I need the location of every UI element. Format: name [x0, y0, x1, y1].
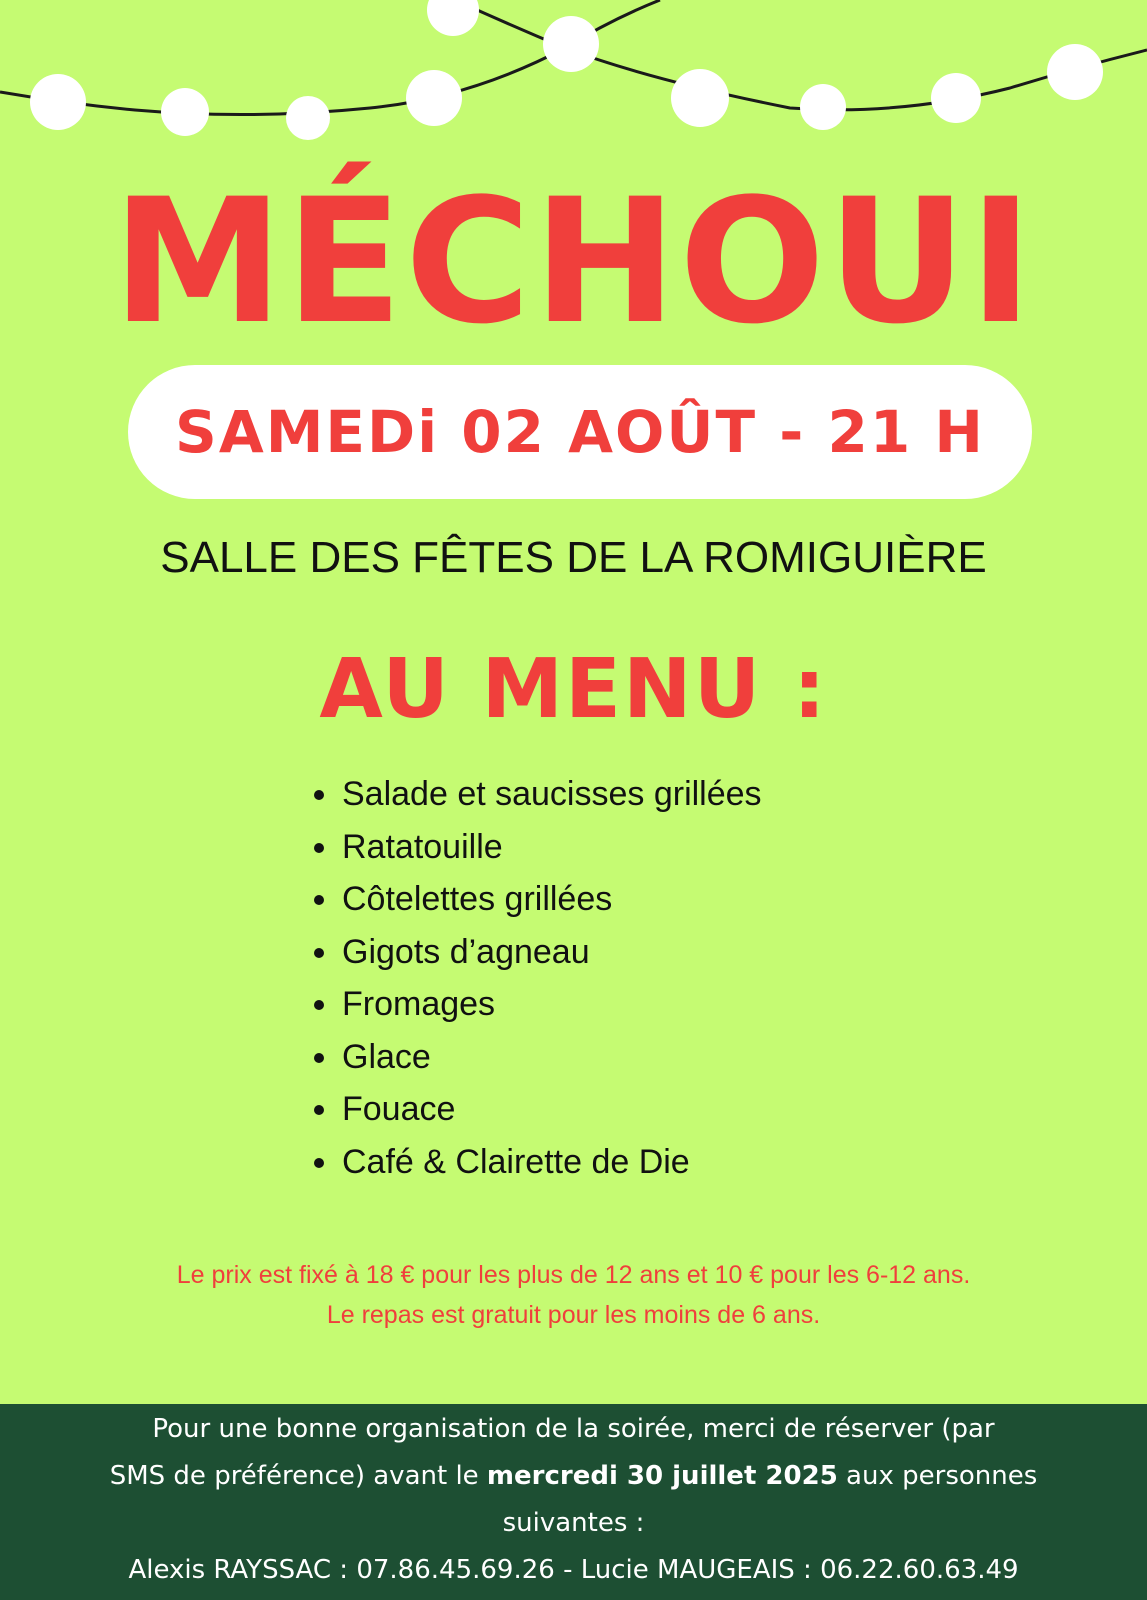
event-date: SAMEDi 02 AOÛT - 21 H — [175, 398, 985, 466]
bullet-dot-icon — [314, 1053, 324, 1063]
menu-item-label: Glace — [342, 1037, 431, 1076]
bullet-dot-icon — [314, 948, 324, 958]
price-line-2: Le repas est gratuit pour les moins de 6 ans. — [326, 1301, 821, 1329]
light-bulb-icon — [1047, 44, 1103, 100]
reservation-line-2 — [0, 1453, 1147, 1500]
reservation-deadline: mercredi 30 juillet 2025 — [486, 1461, 838, 1491]
menu-item — [312, 1136, 762, 1189]
light-bulb-icon — [286, 96, 330, 140]
menu-item — [312, 978, 762, 1031]
menu-item — [312, 768, 762, 821]
menu-item — [312, 1083, 762, 1136]
menu-item-label: Fouace — [342, 1090, 456, 1128]
bullet-dot-icon — [314, 1158, 324, 1168]
menu-item — [312, 926, 762, 979]
menu-item-label: Café & Clairette de Die — [342, 1142, 690, 1181]
price-line-1: Le prix est fixé à 18 € pour les plus de 12 ans et 10 € pour les 6-12 ans. — [176, 1261, 971, 1289]
light-bulb-icon — [30, 74, 86, 130]
price-info — [0, 1255, 1147, 1335]
light-bulb-icon — [671, 69, 729, 127]
menu-item-label: Salade et saucisses grillées — [342, 775, 762, 813]
bullet-dot-icon — [314, 1105, 324, 1115]
menu-heading: AU MENU : — [319, 642, 828, 737]
light-bulb-icon — [427, 0, 479, 36]
reservation-contacts: Alexis RAYSSAC : 07.86.45.69.26 - Lucie MAUGEAIS : 06.22.60.63.49 — [128, 1555, 1019, 1585]
light-bulb-icon — [543, 16, 599, 72]
bullet-dot-icon — [314, 895, 324, 905]
menu-list — [312, 768, 762, 1188]
light-bulb-icon — [161, 88, 209, 136]
reservation-line-2-start: SMS de préférence) avant le — [109, 1461, 487, 1491]
bullet-dot-icon — [314, 790, 324, 800]
reservation-line-3: suivantes : — [502, 1508, 645, 1538]
light-bulb-icon — [800, 84, 846, 130]
reservation-footer — [0, 1404, 1147, 1600]
menu-item-label: Gigots d’agneau — [342, 932, 590, 971]
bullet-dot-icon — [314, 843, 324, 853]
menu-item-label: Ratatouille — [342, 827, 503, 866]
event-venue: SALLE DES FÊTES DE LA ROMIGUIÈRE — [160, 533, 987, 582]
reservation-line-2-end: aux personnes — [837, 1461, 1038, 1491]
date-pill — [128, 365, 1032, 499]
string-lights-decoration — [0, 0, 1147, 160]
bullet-dot-icon — [314, 1000, 324, 1010]
menu-item — [312, 821, 762, 874]
reservation-line-1: Pour une bonne organisation de la soirée, merci de réserver (par — [152, 1414, 995, 1444]
menu-item-label: Fromages — [342, 985, 496, 1023]
light-bulbs — [30, 0, 1103, 140]
menu-item-label: Côtelettes grillées — [342, 880, 613, 918]
light-bulb-icon — [406, 70, 462, 126]
event-title: MÉCHOUI — [112, 161, 1035, 362]
menu-item — [312, 1031, 762, 1084]
light-bulb-icon — [931, 73, 981, 123]
menu-item — [312, 873, 762, 926]
